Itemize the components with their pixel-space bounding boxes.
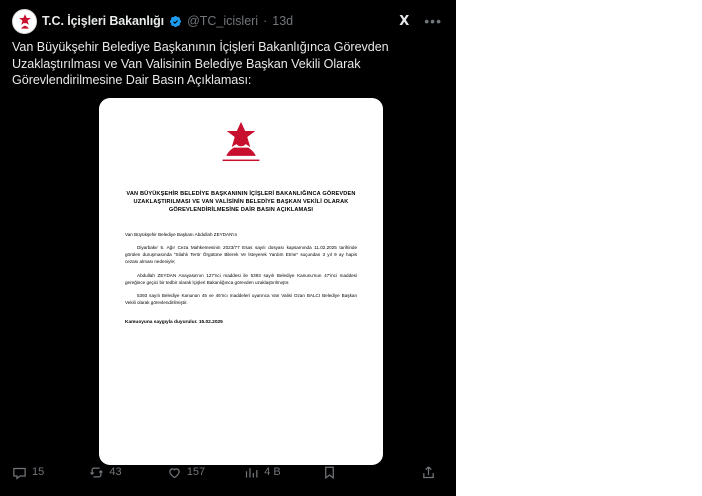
reply-icon: [12, 465, 27, 480]
tweet-actions: [12, 462, 436, 482]
repost-button[interactable]: [89, 465, 166, 480]
separator: ·: [263, 14, 268, 28]
document-attachment[interactable]: [44, 98, 438, 465]
like-count: 157: [186, 466, 206, 478]
document-body: [125, 231, 357, 307]
x-logo-icon[interactable]: X: [399, 13, 410, 29]
repost-icon: [89, 465, 104, 480]
handle[interactable]: @TC_icisleri: [187, 14, 259, 28]
document-closing: Kamuoyuna saygıyla duyurulur. 15.02.2025: [125, 320, 223, 326]
verified-badge-icon: [169, 15, 182, 28]
reply-count: 15: [32, 466, 45, 478]
press-release-document[interactable]: [99, 98, 383, 465]
document-title: VAN BÜYÜKŞEHİR BELEDİYE BAŞKANININ İÇİŞLERİ BAKANLIĞINCA GÖREVDEN UZAKLAŞTIRILMASI VE VAN VALİSİNİN BELEDİYE BAŞKAN VEKİLİ OLARAK GÖREVLENDİRİLMESİNE DAİR BASIN AÇIKLAMASI: [126, 190, 356, 214]
tweet-text: Van Büyükşehir Belediye Başkanının İçişleri Bakanlığınca Görevden Uzaklaştırılması ve Van Valisinin Belediye Başkan Vekili Olarak Görevlendirilmesine Dair Basın Açıklaması:: [12, 40, 389, 87]
bookmark-icon: [322, 465, 337, 480]
ministry-crest-avatar[interactable]: [12, 9, 37, 34]
ministry-crest-icon: [213, 120, 269, 166]
document-paragraph-3: Abdullah ZEYDAN Anayasa'nın 127'nci maddesi ile 5393 sayılı Belediye Kanunu'nun 47'inci maddesi gereğince geçici bir tedbir olarak İçişleri Bakanlığınca görevden uzaklaştırılmıştır.: [125, 272, 357, 285]
share-button[interactable]: [421, 465, 436, 480]
tweet-header: [12, 10, 442, 32]
document-paragraph-1: Van Büyükşehir Belediye Başkanı Abdullah ZEYDAN'ın: [125, 231, 238, 237]
reply-button[interactable]: [12, 465, 89, 480]
document-paragraph-4: 5393 sayılı Belediye Kanunun 45 ve 46'ncı maddeleri uyarınca Van Valisi Ozan BALCI Belediye Başkan Vekili olarak görevlendirilmiştir.: [125, 292, 357, 306]
document-paragraph-2: Diyarbakır 5. Ağır Ceza Mahkemesinin 2023/77 Esas sayılı dosyası kapsamında 11.02.2025 tarihinde görülen duruşmasında "Silahlı Terör Örgütüne Bilerek Ve İsteyerek Yardım Etme" suçundan 3 yıl 9 ay hapis cezası alması nedeniyle;: [125, 244, 357, 265]
more-options-icon[interactable]: •••: [424, 13, 442, 29]
views-icon: [244, 465, 259, 480]
crest-graphic: [16, 13, 33, 30]
display-name: T.C. İçişleri Bakanlığı: [42, 14, 165, 28]
timestamp[interactable]: 13d: [272, 14, 294, 28]
bookmark-button[interactable]: [322, 465, 399, 480]
like-icon: [167, 465, 182, 480]
views-count: 4 B: [264, 466, 281, 478]
like-button[interactable]: [167, 465, 244, 480]
views-button[interactable]: [244, 465, 321, 480]
share-icon: [421, 465, 436, 480]
repost-count: 43: [109, 466, 122, 478]
